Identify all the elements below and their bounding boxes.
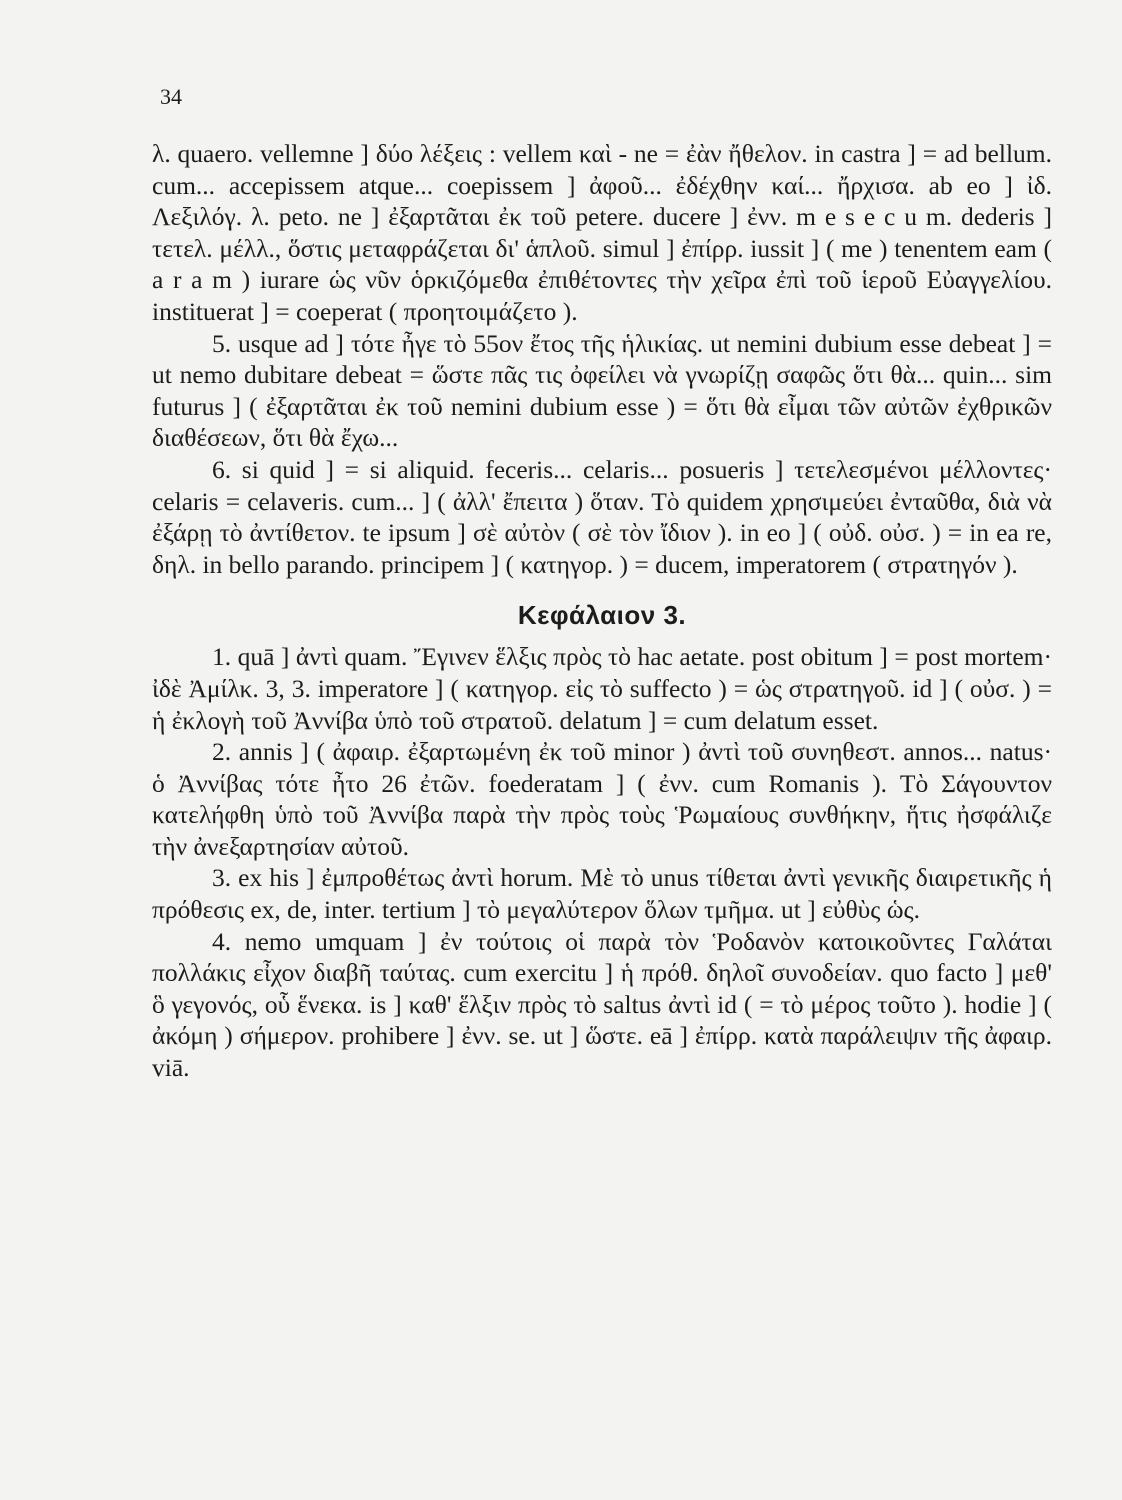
paragraph-5: 5. usque ad ] τότε ἦγε τὸ 55ον ἔτος τῆς ἡλικίας. ut nemini dubium esse debeat ] = ut nemo dubitare debeat = ὥστε πᾶς τις ὀφείλει νὰ γνωρίζῃ σαφῶς ὅτι θὰ... quin... sim futurus ] ( ἐξαρτᾶται ἐκ τοῦ nemini dubium esse ) = ὅτι θὰ εἶμαι τῶν αὐτῶν ἐχθρικῶν διαθέσεων, ὅτι θὰ ἔχω... [152,328,1052,453]
paragraph-1: λ. quaero. vellemne ] δύο λέξεις : vellem καὶ - ne = ἐὰν ἤθελον. in castra ] = ad bellum. cum... accepissem atque... coepissem ] ἀφοῦ... ἐδέχθην καί... ἤρχισα. ab eo ] ἰδ. Λεξιλόγ. λ. peto. ne ] ἐξαρτᾶται ἐκ τοῦ petere. ducere ] ἐνν. m e s e c u m. dederis ] τετελ. μέλλ., ὅστις μεταφράζεται δι' ἁπλοῦ. simul ] ἐπίρρ. iussit ] ( me ) tenentem eam ( a r a m ) iurare ὡς νῦν ὁρκιζόμεθα ἐπιθέτοντες τὴν χεῖρα ἐπὶ τοῦ ἱεροῦ Εὐαγγελίου. instituerat ] = coeperat ( προητοιμάζετο ). [152,139,1052,326]
chapter-paragraph-1: 1. quā ] ἀντὶ quam. Ἔγινεν ἕλξις πρὸς τὸ hac aetate. post obitum ] = post mortem· ἰδὲ Ἀμίλκ. 3, 3. imperatore ] ( κατηγορ. εἰς τὸ suffecto ) = ὡς στρατηγοῦ. id ] ( οὐσ. ) = ἡ ἐκλογὴ τοῦ Ἀννίβα ὑπὸ τοῦ στρατοῦ. delatum ] = cum delatum esset. [152,642,1052,735]
chapter-paragraph-2: 2. annis ] ( ἀφαιρ. ἐξαρτωμένη ἐκ τοῦ minor ) ἀντὶ τοῦ συνηθεστ. annos... natus· ὁ Ἀννίβας τότε ἦτο 26 ἐτῶν. foederatam ] ( ἐνν. cum Romanis ). Τὸ Σάγουντον κατελήφθη ὑπὸ τοῦ Ἀννίβα παρὰ τὴν πρὸς τοὺς Ῥωμαίους συνθήκην, ἥτις ἠσφάλιζε τὴν ἀνεξαρτησίαν αὐτοῦ. [152,737,1052,861]
page-number: 34 [160,84,182,109]
page-body [152,138,1052,1084]
paragraph-6: 6. si quid ] = si aliquid. feceris... celaris... posueris ] τετελεσμένοι μέλλοντες· celaris = celaveris. cum... ] ( ἀλλ' ἔπειτα ) ὅταν. Τὸ quidem χρησιμεύει ἐνταῦθα, διὰ νὰ ἐξάρῃ τὸ ἀντίθετον. te ipsum ] σὲ αὐτὸν ( σὲ τὸν ἴδιον ). in eo ] ( οὐδ. οὐσ. ) = in ea re, δηλ. in bello parando. principem ] ( κατηγορ. ) = ducem, imperatorem ( στρατηγόν ). [152,454,1052,579]
chapter-paragraph-4: 4. nemo umquam ] ἐν τούτοις οἱ παρὰ τὸν Ῥοδανὸν κατοικοῦντες Γαλάται πολλάκις εἶχον διαβῆ ταύτας. cum exercitu ] ἡ πρόθ. δηλοῖ συνοδείαν. quo facto ] μεθ' ὃ γεγονός, οὗ ἕνεκα. is ] καθ' ἕλξιν πρὸς τὸ saltus ἀντὶ id ( = τὸ μέρος τοῦτο ). hodie ] ( ἀκόμη ) σήμερον. prohibere ] ἐνν. se. ut ] ὥστε. eā ] ἐπίρρ. κατὰ παράλειψιν τῆς ἀφαιρ. viā. [152,926,1052,1083]
chapter-paragraph-3: 3. ex his ] ἐμπροθέτως ἀντὶ horum. Μὲ τὸ unus τίθεται ἀντὶ γενικῆς διαιρετικῆς ἡ πρόθεσις ex, de, inter. tertium ] τὸ μεγαλύτερον ὅλων τμῆμα. ut ] εὐθὺς ὡς. [152,863,1052,925]
chapter-heading: Κεφάλαιον 3. [517,600,687,631]
